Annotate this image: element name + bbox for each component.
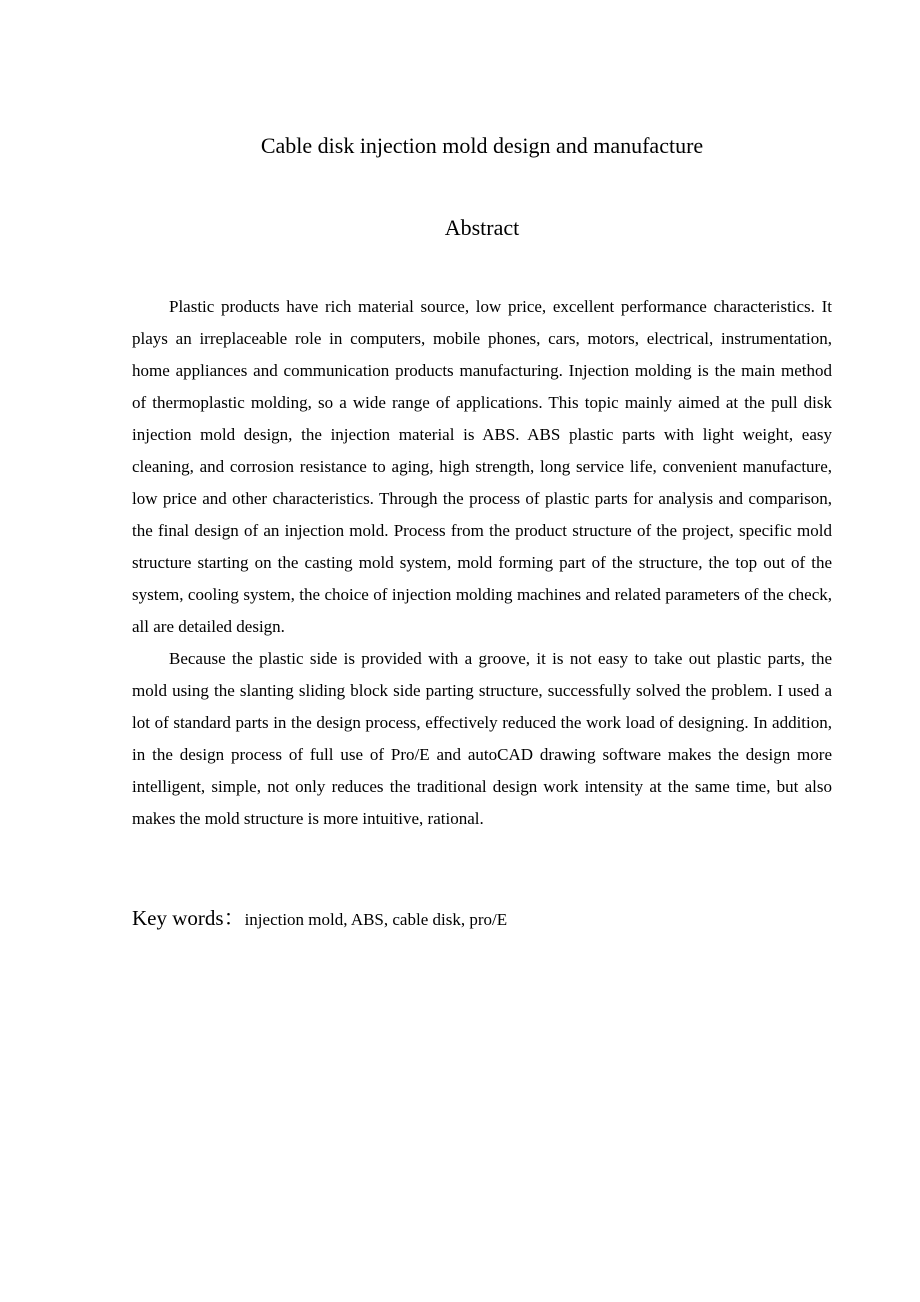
keywords-line <box>132 903 832 936</box>
document-title: Cable disk injection mold design and manufacture <box>260 133 704 158</box>
abstract-heading: Abstract <box>444 215 520 240</box>
abstract-paragraph-1: Plastic products have rich material source, low price, excellent performance characteristics. It plays an irreplaceable role in computers, mobile phones, cars, motors, electrical, instrumentation, home appliances and communication products manufacturing. Injection molding is the main method of thermoplastic molding, so a wide range of applications. This topic mainly aimed at the pull disk injection mold design, the injection material is ABS. ABS plastic parts with light weight, easy cleaning, and corrosion resistance to aging, high strength, long service life, convenient manufacture, low price and other characteristics. Through the process of plastic parts for analysis and comparison, the final design of an injection mold. Process from the product structure of the project, specific mold structure starting on the casting mold system, mold forming part of the structure, the top out of the system, cooling system, the choice of injection molding machines and related parameters of the check, all are detailed design. <box>132 297 832 636</box>
keywords-value: injection mold, ABS, cable disk, pro/E <box>244 910 508 929</box>
keywords-label: Key words： <box>132 906 245 930</box>
abstract-paragraph-2: Because the plastic side is provided with a groove, it is not easy to take out plastic parts, the mold using the slanting sliding block side parting structure, successfully solved the problem. I used a lot of standard parts in the design process, effectively reduced the work load of designing. In addition, in the design process of full use of Pro/E and autoCAD drawing software makes the design more intelligent, simple, not only reduces the traditional design work intensity at the same time, but also makes the mold structure is more intuitive, rational. <box>132 649 832 828</box>
abstract-body <box>132 291 832 835</box>
